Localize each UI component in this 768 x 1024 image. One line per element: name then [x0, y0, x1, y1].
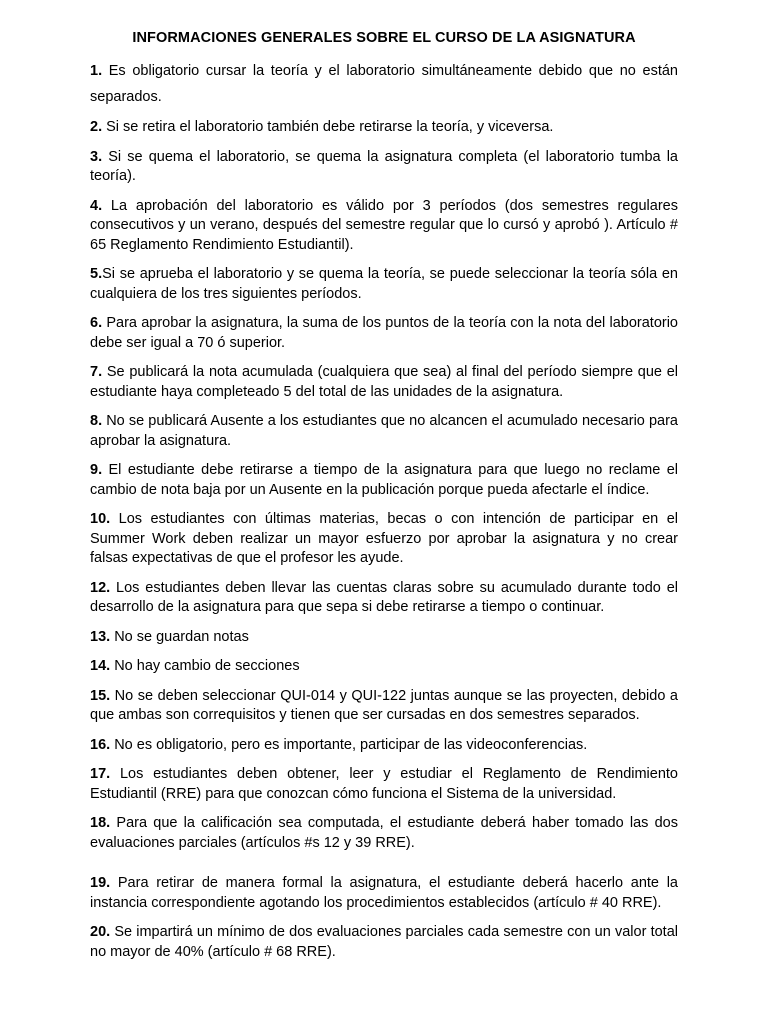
list-item [90, 461, 678, 500]
item-number: 19. [90, 875, 111, 891]
document-page [90, 28, 678, 972]
item-text: El estudiante debe retirarse a tiempo de la asignatura para que luego no reclame el cambio de nota baja por un Ausente en la publicación porque pueda afectarle el índice. [90, 462, 678, 498]
list-item [90, 58, 678, 110]
list-item [90, 118, 678, 138]
item-number: 13. [90, 628, 111, 645]
item-text: No se guardan notas [110, 628, 249, 645]
item-text: No se publicará Ausente a los estudiantes que no alcancen el acumulado necesario para aprobar la asignatura. [90, 413, 678, 449]
list-item [90, 874, 678, 913]
item-number: 17. [90, 766, 111, 782]
list-item [90, 765, 678, 804]
item-text: Si se retira el laboratorio también debe retirarse la teoría, y viceversa. [102, 119, 554, 135]
list-item [90, 197, 678, 256]
list-item [90, 363, 678, 402]
list-item [90, 814, 678, 853]
list-item [90, 148, 678, 187]
list-item [90, 510, 678, 569]
item-text: Los estudiantes deben obtener, leer y estudiar el Reglamento de Rendimiento Estudiantil (RRE) para que conozcan cómo funciona el Sistema de la universidad. [90, 766, 678, 802]
item-text: Para aprobar la asignatura, la suma de los puntos de la teoría con la nota del laboratorio debe ser igual a 70 ó superior. [90, 315, 678, 351]
document-title: INFORMACIONES GENERALES SOBRE EL CURSO DE LA ASIGNATURA [132, 30, 636, 46]
item-number: 8. [90, 413, 103, 429]
item-text: Si se aprueba el laboratorio y se quema la teoría, se puede seleccionar la teoría sóla en cualquiera de los tres siguientes períodos. [90, 266, 678, 302]
item-text: Se publicará la nota acumulada (cualquiera que sea) al final del período siempre que el estudiante haya completeado 5 del total de las unidades de la asignatura. [90, 364, 678, 400]
item-number: 15. [90, 687, 111, 704]
item-number: 7. [90, 364, 103, 380]
item-number: 12. [90, 579, 111, 596]
list-item [90, 628, 678, 648]
list-item [90, 265, 678, 304]
list-item [90, 657, 678, 677]
item-text: Los estudiantes con últimas materias, becas o con intención de participar en el Summer Work deben realizar un mayor esfuerzo por aprobar la asignatura y no crear falsas expectativas de que el profesor les ayude. [90, 511, 678, 566]
list-item [90, 412, 678, 451]
item-number: 9. [90, 462, 103, 478]
list-item [90, 736, 678, 756]
item-number: 2. [90, 119, 103, 135]
item-number: 5. [90, 266, 103, 282]
item-text: Para retirar de manera formal la asignatura, el estudiante deberá hacerlo ante la instancia correspondiente agotando los procedimientos establecidos (artículo # 40 RRE). [90, 875, 678, 911]
list-item [90, 314, 678, 353]
list-item [90, 923, 678, 962]
item-number: 10. [90, 511, 111, 527]
list-item [90, 579, 678, 618]
item-text: No es obligatorio, pero es importante, participar de las videoconferencias. [110, 736, 588, 753]
item-number: 1. [90, 63, 103, 79]
item-number: 3. [90, 148, 103, 165]
item-number: 18. [90, 815, 111, 831]
item-text: Los estudiantes deben llevar las cuentas claras sobre su acumulado durante todo el desarrollo de la asignatura para que sepa si debe retirarse a tiempo o continuar. [90, 579, 678, 615]
item-number: 4. [90, 197, 103, 214]
item-text: Para que la calificación sea computada, el estudiante deberá haber tomado las dos evaluaciones parciales (artículos #s 12 y 39 RRE). [90, 815, 678, 851]
item-number: 6. [90, 315, 103, 331]
item-text: Es obligatorio cursar la teoría y el laboratorio simultáneamente debido que no están separados. [90, 63, 678, 105]
item-number: 20. [90, 924, 111, 940]
item-text: La aprobación del laboratorio es válido por 3 períodos (dos semestres regulares consecutivos y un verano, después del semestre regular que lo cursó y aprobó ). Artículo # 65 Reglamento Rendimiento Estudiantil). [90, 197, 678, 253]
item-number: 14. [90, 658, 111, 674]
item-text: Se impartirá un mínimo de dos evaluaciones parciales cada semestre con un valor total no mayor de 40% (artículo # 68 RRE). [90, 924, 678, 960]
item-number: 16. [90, 736, 111, 753]
item-text: No hay cambio de secciones [110, 658, 300, 674]
list-item [90, 687, 678, 726]
item-text: Si se quema el laboratorio, se quema la asignatura completa (el laboratorio tumba la teoría). [90, 148, 678, 184]
item-text: No se deben seleccionar QUI-014 y QUI-122 juntas aunque se las proyecten, debido a que ambas son correquisitos y tienen que ser cursadas en dos semestres separados. [90, 687, 678, 723]
